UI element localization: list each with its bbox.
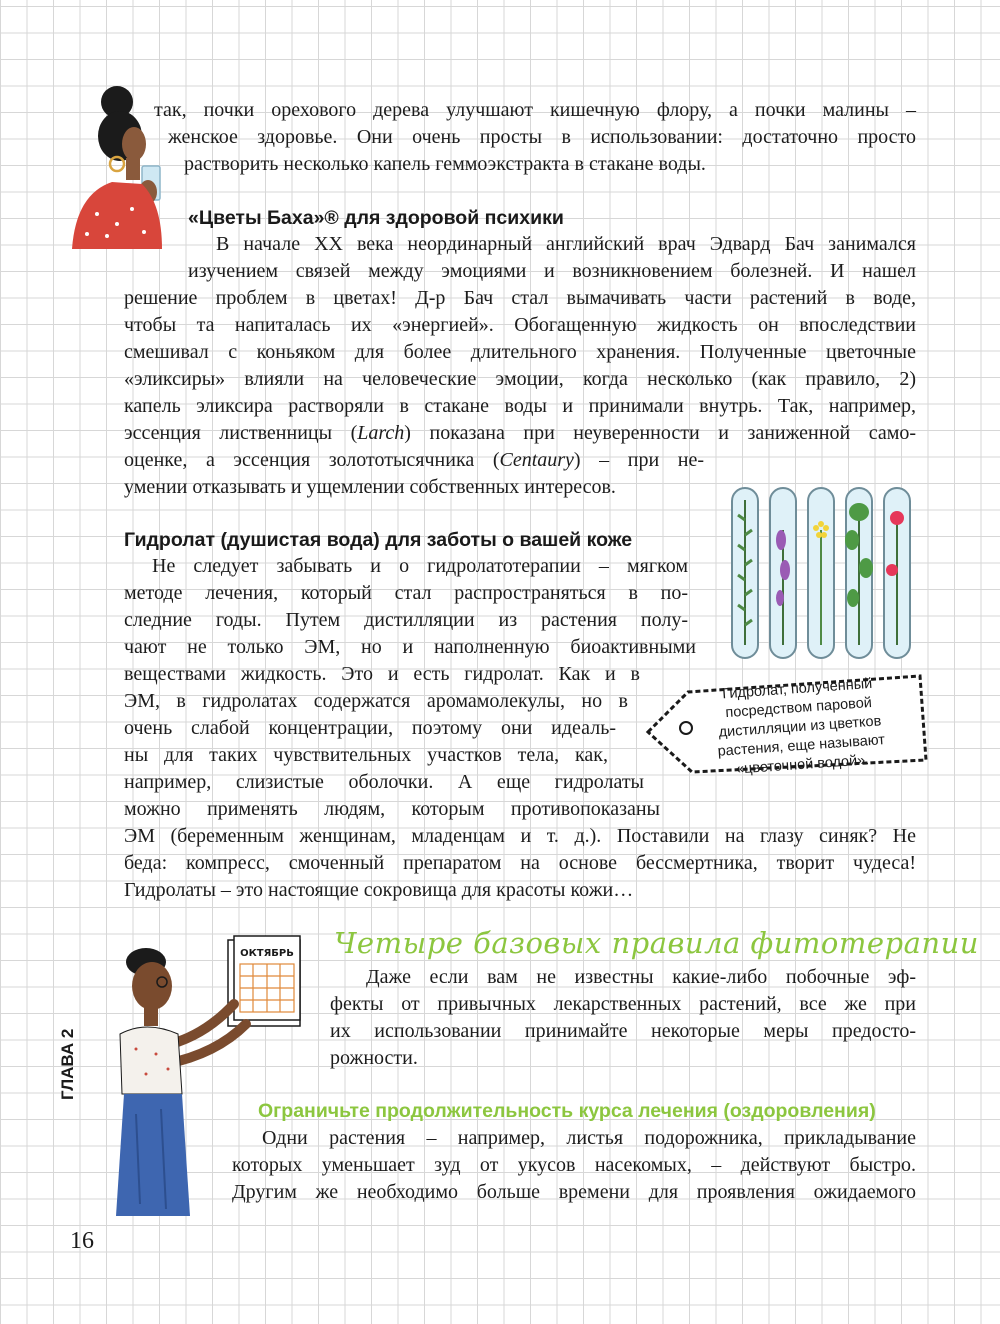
calendar-month-label: ОКТЯБРЬ: [240, 948, 294, 959]
hydrolat-line: например, слизистые оболочки. А еще гидролаты: [124, 771, 644, 793]
latin-name-larch: Larch: [357, 422, 405, 444]
page-number: 16: [70, 1228, 94, 1254]
bach-line: решение проблем в цветах! Д-р Бач стал вымачивать части растений в воде,: [124, 287, 916, 309]
hydrolat-line: методе лечения, который стал распространяться в по-: [124, 582, 688, 604]
caption-text: Гидролат, полученный посредством паровой дистилляции из цветков растения, еще называют «цветочной водой».: [717, 675, 886, 778]
bach-line: оценке, а эссенция золототысячника (Centaury) – при не-: [124, 449, 704, 471]
bach-line: капель эликсира растворяли в стакане воды и принимали внутрь. Так, например,: [124, 395, 916, 417]
bach-line: умении отказывать и ущемлении собственных интересов.: [124, 476, 616, 498]
hydrolat-line: Гидролаты – это настоящие сокровища для красоты кожи…: [124, 879, 634, 901]
rules-line: фекты от привычных лекарственных растений, все же при: [330, 993, 916, 1015]
intro-line: женское здоровье. Они очень просты в использовании: достаточно просто: [168, 126, 916, 148]
intro-line: растворить несколько капель геммоэкстракта в стакане воды.: [184, 153, 706, 175]
bach-line: «эликсиры» влияли на человеческие эмоции, когда несколько (как правило, 2): [124, 368, 916, 390]
hydrolat-line: веществами жидкость. Это и есть гидролат. Как и в: [124, 663, 640, 685]
limit-line: Другим же необходимо больше времени для проявления ожидаемого: [232, 1181, 916, 1203]
chapter-label: ГЛАВА 2: [58, 1028, 77, 1100]
latin-name-centaury: Centaury: [499, 449, 574, 471]
hydrolat-line: ЭМ, в гидролатах содержатся аромамолекулы, но в: [124, 690, 628, 712]
bach-line: чтобы та напиталась их «энергией». Обогащенную жидкость он впоследствии: [124, 314, 916, 336]
rules-heading: Четыре базовых правила фитотерапии: [334, 926, 979, 960]
intro-paragraph: [154, 97, 916, 178]
rules-line: Даже если вам не известны какие-либо побочные эф-: [366, 966, 916, 988]
rules-line: их использовании принимайте некоторые меры предосто-: [330, 1020, 916, 1042]
hydrolat-line: следние годы. Путем дистилляции из растения полу-: [124, 609, 688, 631]
bach-paragraph: [124, 231, 916, 501]
rules-paragraph: [330, 964, 916, 1072]
hydrolat-line: можно применять людям, которым противопоказаны: [124, 798, 660, 820]
hydrolat-line: Не следует забывать и о гидролатотерапии – мягком: [152, 555, 688, 577]
limit-heading: Ограничьте продолжительность курса лечения (оздоровления): [258, 1100, 876, 1122]
hydrolat-line: чают не только ЭМ, но и наполненную биоактивными: [124, 636, 696, 658]
hydrolat-line: беда: компресс, смоченный препаратом на основе бессмертника, творит чудеса!: [124, 852, 916, 874]
bach-line: эссенция лиственницы (Larch) показана при неуверенности и заниженной само-: [124, 422, 917, 444]
bach-line: смешивал с коньяком для более длительного хранения. Полученные цветочные: [124, 341, 916, 363]
limit-line: Одни растения – например, листья подорожника, прикладывание: [262, 1127, 916, 1149]
bach-line: В начале XX века неординарный английский врач Эдвард Бач занимался: [216, 233, 916, 255]
limit-paragraph: [232, 1125, 916, 1206]
intro-line: так, почки орехового дерева улучшают кишечную флору, а почки малины –: [154, 99, 916, 121]
limit-line: которых уменьшает зуд от укусов насекомых, – действуют быстро.: [232, 1154, 916, 1176]
hydrolat-line: ЭМ (беременным женщинам, младенцам и т. д.). Поставили на глазу синяк? Не: [124, 825, 916, 847]
hydrolat-heading: Гидролат (душистая вода) для заботы о вашей коже: [124, 529, 633, 551]
bach-line: изучением связей между эмоциями и возникновением болезней. И нашел: [188, 260, 916, 282]
rules-line: рожности.: [330, 1047, 418, 1069]
hydrolat-line: очень слабой концентрации, поэтому они идеаль-: [124, 717, 616, 739]
bach-heading: «Цветы Баха»® для здоровой психики: [188, 207, 564, 229]
hydrolat-line: ны для таких чувствительных участков тела, как,: [124, 744, 608, 766]
